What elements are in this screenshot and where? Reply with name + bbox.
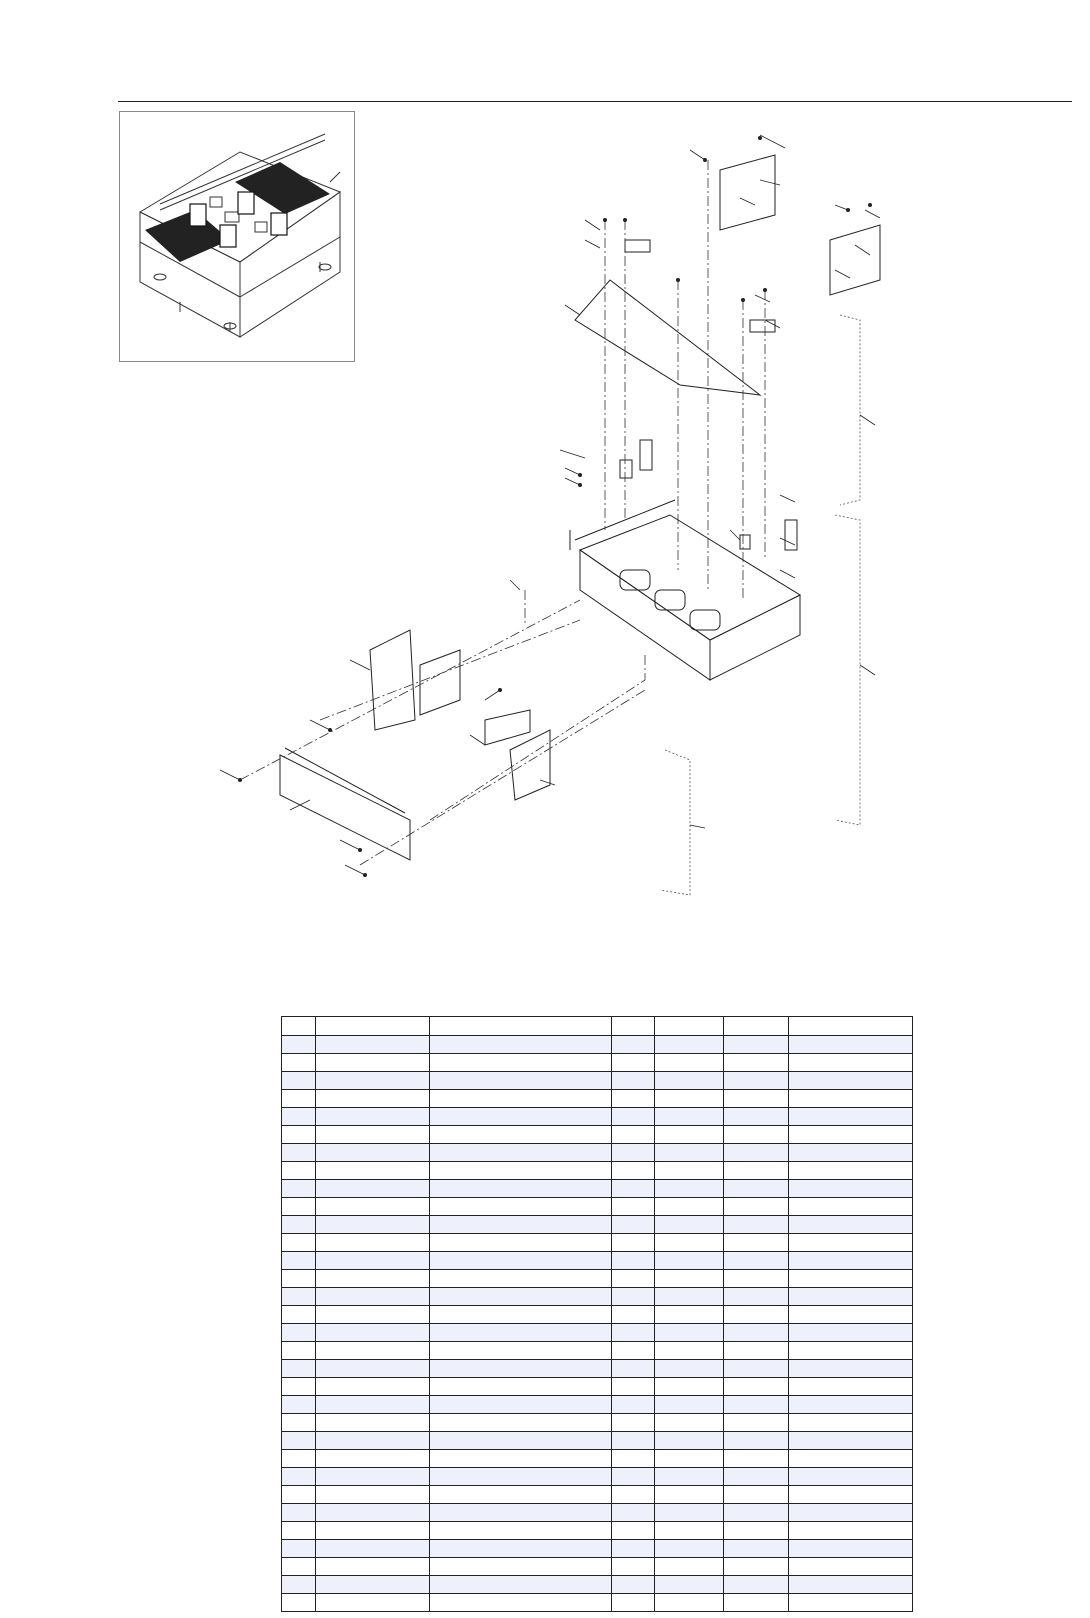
table-cell [429,1270,611,1288]
table-cell [611,1144,654,1162]
table-cell [429,1360,611,1378]
table-cell [282,1017,316,1036]
table-cell [429,1252,611,1270]
table-cell [655,1017,724,1036]
table-cell [655,1324,724,1342]
table-row [282,1216,913,1234]
table-cell [655,1378,724,1396]
table-row [282,1198,913,1216]
side-bracket [370,630,415,730]
table-cell [611,1594,654,1612]
table-row [282,1126,913,1144]
table-cell [611,1450,654,1468]
table-cell [723,1036,788,1054]
table-cell [429,1342,611,1360]
table-cell [429,1450,611,1468]
table-cell [611,1558,654,1576]
table-cell [282,1576,316,1594]
table-cell [655,1054,724,1072]
table-cell [788,1540,912,1558]
table-cell [316,1036,429,1054]
table-cell [723,1468,788,1486]
table-cell [723,1342,788,1360]
table-cell [723,1072,788,1090]
table-cell [788,1054,912,1072]
table-cell [723,1558,788,1576]
table-cell [316,1144,429,1162]
table-cell [282,1270,316,1288]
table-cell [316,1486,429,1504]
table-cell [429,1504,611,1522]
parts-table-body [282,1017,913,1612]
table-cell [282,1198,316,1216]
table-cell [611,1378,654,1396]
table-row [282,1468,913,1486]
table-cell [429,1036,611,1054]
table-cell [429,1378,611,1396]
table-cell [429,1180,611,1198]
table-cell [655,1306,724,1324]
table-cell [788,1558,912,1576]
table-cell [611,1486,654,1504]
table-cell [429,1162,611,1180]
table-cell [316,1054,429,1072]
table-cell [655,1432,724,1450]
table-cell [655,1576,724,1594]
table-cell [788,1288,912,1306]
table-cell [788,1396,912,1414]
table-cell [655,1036,724,1054]
table-cell [723,1360,788,1378]
table-cell [723,1306,788,1324]
table-cell [655,1540,724,1558]
table-cell [655,1252,724,1270]
table-cell [723,1162,788,1180]
header-rule [118,101,1072,102]
table-cell [723,1017,788,1036]
table-cell [429,1486,611,1504]
table-cell [788,1162,912,1180]
table-cell [429,1324,611,1342]
table-cell [282,1216,316,1234]
table-cell [611,1090,654,1108]
table-row [282,1540,913,1558]
top-plate-2 [830,225,880,295]
frame-side [710,595,800,680]
table-cell [723,1504,788,1522]
table-cell [282,1324,316,1342]
table-row [282,1162,913,1180]
table-cell [429,1468,611,1486]
table-cell [316,1360,429,1378]
table-cell [282,1504,316,1522]
table-cell [316,1090,429,1108]
table-cell [282,1414,316,1432]
table-cell [788,1144,912,1162]
table-cell [723,1270,788,1288]
table-cell [429,1522,611,1540]
table-cell [282,1558,316,1576]
table-cell [316,1180,429,1198]
table-cell [611,1216,654,1234]
table-row [282,1288,913,1306]
table-row [282,1378,913,1396]
table-row [282,1342,913,1360]
table-cell [655,1198,724,1216]
table-cell [611,1162,654,1180]
table-cell [723,1378,788,1396]
table-cell [282,1234,316,1252]
table-cell [429,1396,611,1414]
table-row [282,1522,913,1540]
table-cell [316,1558,429,1576]
table-cell [429,1558,611,1576]
table-cell [655,1450,724,1468]
table-cell [611,1360,654,1378]
table-cell [316,1017,429,1036]
table-cell [611,1270,654,1288]
table-cell [723,1180,788,1198]
table-row [282,1450,913,1468]
table-cell [429,1540,611,1558]
table-cell [429,1108,611,1126]
table-cell [316,1522,429,1540]
table-cell [429,1072,611,1090]
table-cell [429,1234,611,1252]
table-cell [723,1324,788,1342]
table-cell [282,1180,316,1198]
table-cell [429,1198,611,1216]
table-cell [429,1576,611,1594]
table-cell [611,1252,654,1270]
top-plate-1 [720,155,775,230]
table-cell [429,1144,611,1162]
table-cell [282,1306,316,1324]
table-cell [282,1288,316,1306]
table-cell [655,1288,724,1306]
table-row [282,1234,913,1252]
table-row [282,1306,913,1324]
table-cell [282,1540,316,1558]
table-cell [723,1252,788,1270]
table-cell [723,1054,788,1072]
table-cell [611,1414,654,1432]
table-cell [282,1432,316,1450]
table-cell [282,1090,316,1108]
table-cell [282,1594,316,1612]
table-cell [788,1594,912,1612]
table-cell [655,1594,724,1612]
table-cell [611,1306,654,1324]
table-cell [788,1324,912,1342]
table-cell [282,1522,316,1540]
table-row [282,1036,913,1054]
table-cell [316,1126,429,1144]
table-cell [655,1522,724,1540]
table-cell [788,1198,912,1216]
table-cell [316,1576,429,1594]
table-cell [611,1342,654,1360]
table-cell [282,1126,316,1144]
table-cell [611,1072,654,1090]
table-cell [788,1576,912,1594]
table-row [282,1108,913,1126]
table-cell [282,1252,316,1270]
table-cell [655,1090,724,1108]
table-cell [788,1432,912,1450]
table-cell [316,1288,429,1306]
table-cell [655,1216,724,1234]
table-row [282,1072,913,1090]
table-cell [655,1414,724,1432]
table-row [282,1414,913,1432]
table-cell [723,1576,788,1594]
table-cell [611,1396,654,1414]
table-cell [429,1594,611,1612]
table-cell [316,1324,429,1342]
table-cell [316,1432,429,1450]
table-row [282,1396,913,1414]
table-cell [655,1144,724,1162]
table-cell [611,1288,654,1306]
table-cell [723,1288,788,1306]
table-cell [282,1054,316,1072]
table-cell [282,1144,316,1162]
table-cell [723,1396,788,1414]
table-cell [611,1017,654,1036]
front-panel [280,755,410,860]
table-cell [282,1486,316,1504]
table-cell [788,1090,912,1108]
table-cell [723,1522,788,1540]
table-cell [655,1126,724,1144]
table-cell [788,1180,912,1198]
table-cell [429,1432,611,1450]
table-cell [788,1072,912,1090]
table-cell [429,1017,611,1036]
parts-table [281,1016,913,1612]
table-cell [611,1054,654,1072]
table-cell [788,1306,912,1324]
table-cell [611,1324,654,1342]
table-cell [316,1504,429,1522]
table-cell [788,1378,912,1396]
table-cell [788,1017,912,1036]
table-cell [788,1414,912,1432]
table-cell [655,1108,724,1126]
table-cell [429,1306,611,1324]
table-cell [429,1090,611,1108]
table-row [282,1252,913,1270]
table-cell [282,1468,316,1486]
table-cell [655,1486,724,1504]
table-cell [611,1522,654,1540]
table-row [282,1180,913,1198]
table-cell [723,1216,788,1234]
table-cell [282,1108,316,1126]
table-cell [788,1234,912,1252]
table-cell [655,1180,724,1198]
table-cell [655,1162,724,1180]
table-cell [611,1432,654,1450]
table-cell [282,1342,316,1360]
table-cell [611,1198,654,1216]
table-cell [723,1126,788,1144]
table-cell [655,1072,724,1090]
table-cell [316,1108,429,1126]
table-cell [429,1126,611,1144]
table-cell [316,1378,429,1396]
table-row [282,1594,913,1612]
table-cell [788,1342,912,1360]
table-cell [723,1594,788,1612]
table-cell [788,1108,912,1126]
table-row [282,1270,913,1288]
table-row [282,1558,913,1576]
table-row [282,1324,913,1342]
table-cell [316,1234,429,1252]
table-cell [611,1036,654,1054]
table-cell [316,1072,429,1090]
table-cell [611,1468,654,1486]
table-cell [788,1126,912,1144]
table-cell [655,1360,724,1378]
table-cell [282,1036,316,1054]
table-cell [282,1378,316,1396]
table-cell [429,1216,611,1234]
table-cell [611,1126,654,1144]
table-cell [655,1468,724,1486]
table-cell [429,1054,611,1072]
table-cell [611,1180,654,1198]
table-cell [723,1198,788,1216]
table-cell [611,1504,654,1522]
table-cell [788,1504,912,1522]
exploded-view-drawing [200,120,920,940]
table-cell [316,1162,429,1180]
table-cell [282,1360,316,1378]
table-cell [655,1558,724,1576]
table-cell [723,1486,788,1504]
table-cell [282,1162,316,1180]
table-row [282,1504,913,1522]
table-row [282,1054,913,1072]
table-cell [788,1036,912,1054]
table-cell [316,1270,429,1288]
table-cell [611,1576,654,1594]
table-cell [316,1594,429,1612]
table-cell [316,1450,429,1468]
table-cell [282,1072,316,1090]
table-cell [316,1342,429,1360]
table-cell [788,1486,912,1504]
table-cell [316,1198,429,1216]
table-cell [723,1144,788,1162]
table-row [282,1017,913,1036]
table-cell [788,1360,912,1378]
table-row [282,1576,913,1594]
table-cell [316,1414,429,1432]
table-cell [316,1306,429,1324]
table-row [282,1090,913,1108]
table-cell [282,1396,316,1414]
table-cell [655,1504,724,1522]
table-cell [723,1540,788,1558]
table-cell [316,1252,429,1270]
table-cell [611,1234,654,1252]
cover-plate [575,280,760,395]
table-cell [429,1288,611,1306]
table-cell [611,1108,654,1126]
table-cell [788,1522,912,1540]
table-row [282,1486,913,1504]
table-cell [788,1216,912,1234]
table-row [282,1360,913,1378]
table-cell [788,1450,912,1468]
table-cell [655,1234,724,1252]
table-row [282,1144,913,1162]
table-cell [788,1252,912,1270]
table-cell [723,1450,788,1468]
table-cell [655,1342,724,1360]
table-cell [429,1414,611,1432]
table-cell [655,1396,724,1414]
table-cell [316,1396,429,1414]
table-cell [655,1270,724,1288]
table-cell [316,1216,429,1234]
table-cell [611,1540,654,1558]
table-cell [316,1468,429,1486]
table-cell [788,1468,912,1486]
table-cell [723,1090,788,1108]
table-cell [316,1540,429,1558]
table-cell [723,1108,788,1126]
table-cell [723,1234,788,1252]
table-row [282,1432,913,1450]
table-cell [788,1270,912,1288]
table-cell [282,1450,316,1468]
table-cell [723,1432,788,1450]
table-cell [723,1414,788,1432]
